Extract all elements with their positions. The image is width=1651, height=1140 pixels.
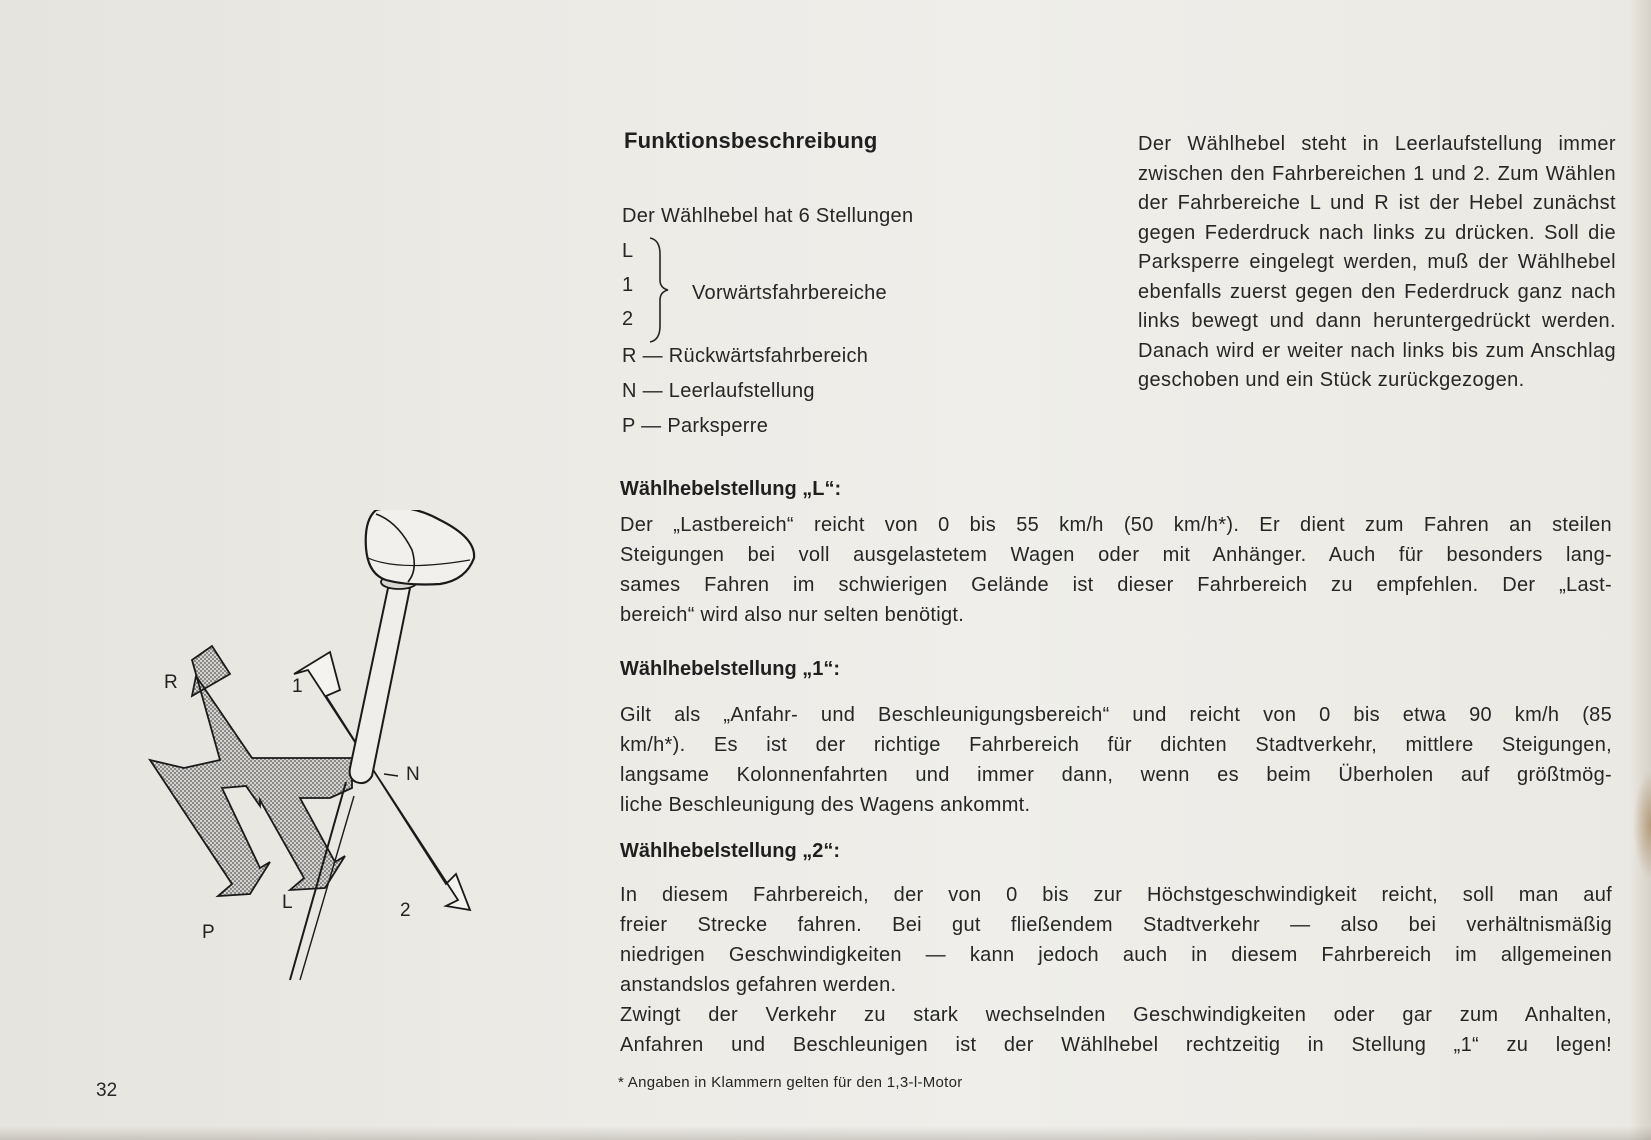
position-N — [622, 380, 815, 403]
section-1-title: Wählhebelstellung „1“: — [620, 658, 841, 680]
position-label: Leerlaufstellung — [668, 380, 815, 402]
section-L-line: bereich“ wird also nur selten benötigt. — [620, 604, 965, 626]
page-number: 32 — [96, 1080, 118, 1101]
section-2-line: freier Strecke fahren. Bei gut fließendem Stadtverkehr — also bei verhältnismäßig — [620, 914, 1612, 936]
position-1: 1 — [622, 274, 634, 296]
section-1-line: Gilt als „Anfahr- und Beschleunigungsbereich“ und reicht von 0 bis etwa 90 km/h (85 — [620, 704, 1612, 726]
footnote: * Angaben in Klammern gelten für den 1,3-l-Motor — [618, 1074, 963, 1091]
gear-selector-diagram — [140, 510, 600, 1050]
section-2-line: niedrigen Geschwindigkeiten — kann jedoch auch in diesem Fahrbereich im allgemeinen — [620, 944, 1612, 966]
diagram-label-P: P — [202, 922, 215, 943]
selector-description: Der Wählhebel steht in Leerlaufstellung immer zwischen den Fahrbereichen 1 und 2. Zum Wählen der Fahrbereiche L und R ist der Hebel zunächst gegen Federdruck nach links zu drücken. Soll die Parksperre eingelegt werden, muß der Wählhebel ebenfalls zuerst gegen den Federdruck ganz nach links bewegt und dann heruntergedrückt werden. Danach wird er weiter nach links bis zum Anschlag geschoben und ein Stück zurückgezogen. — [1138, 133, 1616, 391]
positions-intro: Der Wählhebel hat 6 Stellungen — [622, 205, 914, 227]
lever-knob — [366, 510, 474, 585]
section-L-line: Der „Lastbereich“ reicht von 0 bis 55 km/h (50 km/h*). Er dient zum Fahren an steilen — [620, 514, 1612, 536]
position-dash: — — [642, 345, 663, 367]
diagram-label-N: N — [406, 764, 420, 785]
section-2-line: Zwingt der Verkehr zu stark wechselnden Geschwindigkeiten oder gar zum Anhalten, — [620, 1004, 1612, 1026]
section-2-title: Wählhebelstellung „2“: — [620, 840, 841, 862]
position-label: Rückwärtsfahrbereich — [668, 345, 869, 367]
position-2: 2 — [622, 308, 634, 330]
section-L-line: Steigungen bei voll ausgelastetem Wagen oder mit Anhänger. Auch für besonders lang- — [620, 544, 1612, 566]
position-key: R — [622, 345, 637, 367]
section-2-line: Anfahren und Beschleunigen ist der Wählhebel rechtzeitig in Stellung „1“ zu legen! — [620, 1034, 1612, 1056]
position-R — [622, 345, 868, 368]
section-2-line: In diesem Fahrbereich, der von 0 bis zur Höchstgeschwindigkeit reicht, soll man auf — [620, 884, 1612, 906]
section-heading: Funktionsbeschreibung — [624, 128, 878, 153]
position-key: P — [622, 415, 636, 437]
position-dash: — — [642, 380, 663, 402]
selector-lever-shaft — [350, 588, 410, 783]
position-dash: — — [641, 415, 662, 437]
position-L: L — [622, 240, 634, 262]
diagram-label-R: R — [164, 672, 178, 693]
paper-stain — [1633, 770, 1651, 880]
position-label: Parksperre — [667, 415, 769, 437]
page-edge-shadow — [1629, 0, 1651, 1140]
diagram-label-1: 1 — [292, 676, 303, 697]
position-P — [622, 415, 768, 438]
section-L-line: sames Fahren im schwierigen Gelände ist dieser Fahrbereich zu empfehlen. Der „Last- — [620, 574, 1612, 596]
section-2-line: anstandslos gefahren werden. — [620, 974, 897, 996]
section-1-line: langsame Kolonnenfahrten und immer dann, wenn es beim Überholen auf größtmög- — [620, 764, 1612, 786]
section-1-line: liche Beschleunigung des Wagens ankommt. — [620, 794, 1031, 816]
neutral-pointer-line — [384, 774, 398, 776]
diagram-label-2: 2 — [400, 900, 411, 921]
section-L-title: Wählhebelstellung „L“: — [620, 478, 842, 500]
diagram-label-L: L — [282, 892, 293, 913]
position-key: N — [622, 380, 637, 402]
page-bottom-shadow — [0, 1126, 1651, 1140]
section-1-line: km/h*). Es ist der richtige Fahrbereich für dichten Stadtverkehr, mittlere Steigungen, — [620, 734, 1612, 756]
forward-positions-brace — [648, 236, 670, 344]
forward-positions-label: Vorwärtsfahrbereiche — [692, 282, 887, 304]
